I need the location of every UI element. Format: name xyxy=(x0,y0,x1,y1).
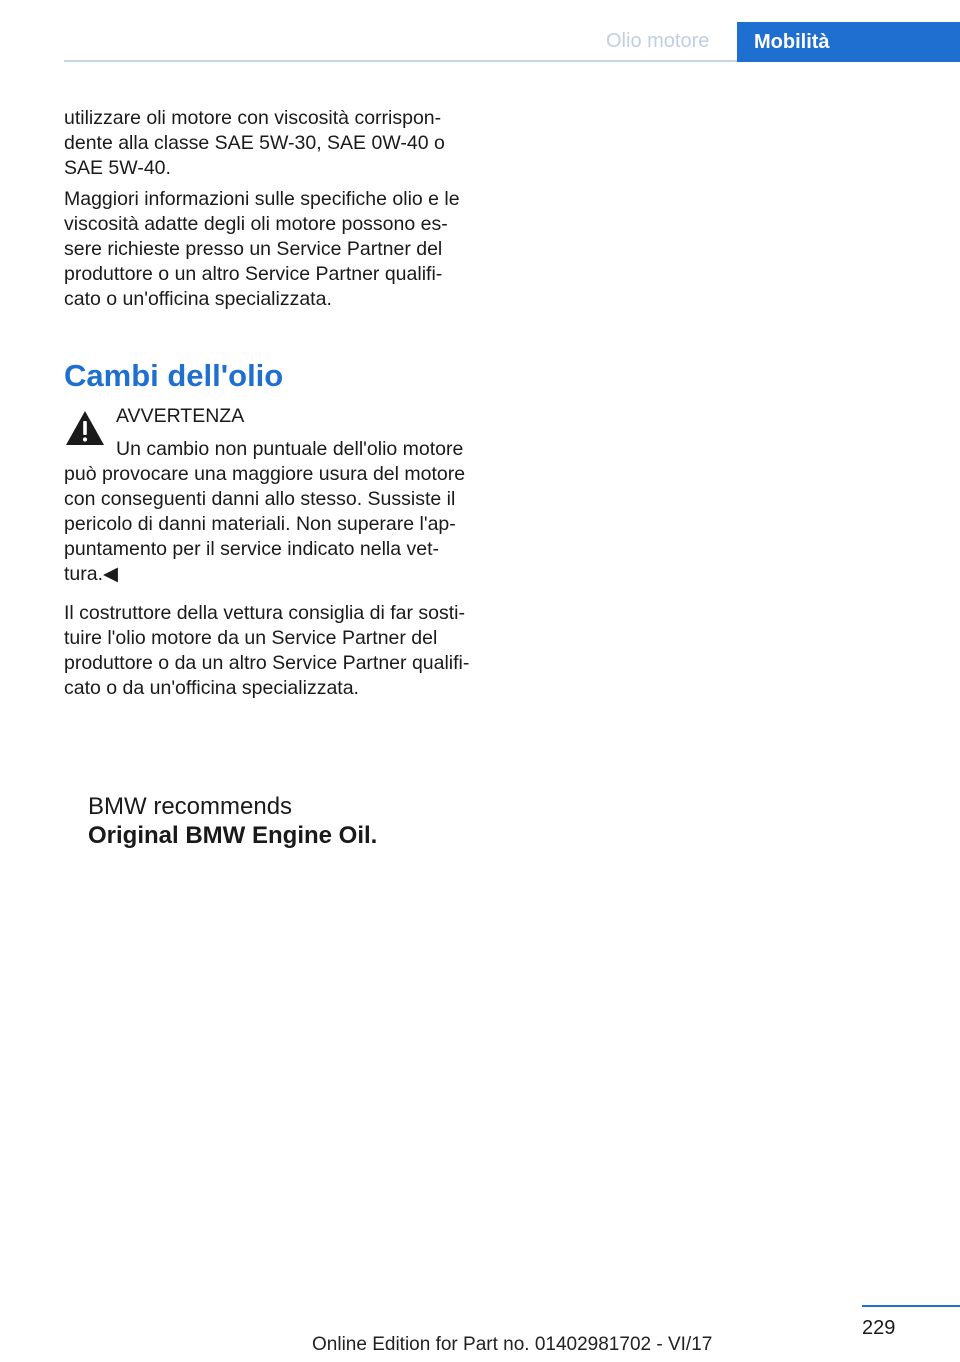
warning-text: Un cambio non puntuale dell'olio motore può provocare una maggiore usura del motore con conseguenti danni allo stesso. Sussiste il pericolo di danni materiali. Non superare l'ap‐ puntamento per il service indicato nella vet‐ tura.◀ xyxy=(64,438,466,585)
paragraph-text: Maggiori informazioni sulle specifiche olio e le viscosità adatte degli oli motore possono es‐ sere richieste presso un Service Partner del produttore o un altro Service Partner qualifi‐ cato o un'officina specializzata. xyxy=(64,188,460,310)
ad-line-1: BMW recommends xyxy=(88,793,293,820)
body-paragraph-1 xyxy=(64,106,484,181)
header-section-title: Olio motore xyxy=(606,30,710,52)
body-paragraph-3 xyxy=(64,601,484,701)
footer-rule xyxy=(862,1305,960,1307)
body-paragraph-2 xyxy=(64,187,484,312)
warning-label: AVVERTENZA xyxy=(116,405,245,427)
footer-edition: Online Edition for Part no. 01402981702 - VI/17 xyxy=(312,1334,713,1355)
page-number: 229 xyxy=(862,1317,896,1339)
header-chapter-label: Mobilità xyxy=(754,31,830,53)
section-heading: Cambi dell'olio xyxy=(64,358,284,393)
bmw-oil-ad xyxy=(88,793,377,851)
paragraph-text: Il costruttore della vettura consiglia di far sosti‐ tuire l'olio motore da un Service Partner del produttore o da un altro Service Partner qualifi‐ cato o da un'officina specializzata. xyxy=(64,602,470,699)
header-chapter-tab xyxy=(737,22,960,62)
page-header xyxy=(0,0,960,62)
paragraph-text: utilizzare oli motore con viscosità corrispon‐ dente alla classe SAE 5W-30, SAE 0W-40 o SAE 5W-40. xyxy=(64,107,445,179)
ad-line-2: Original BMW Engine Oil. xyxy=(88,822,378,849)
